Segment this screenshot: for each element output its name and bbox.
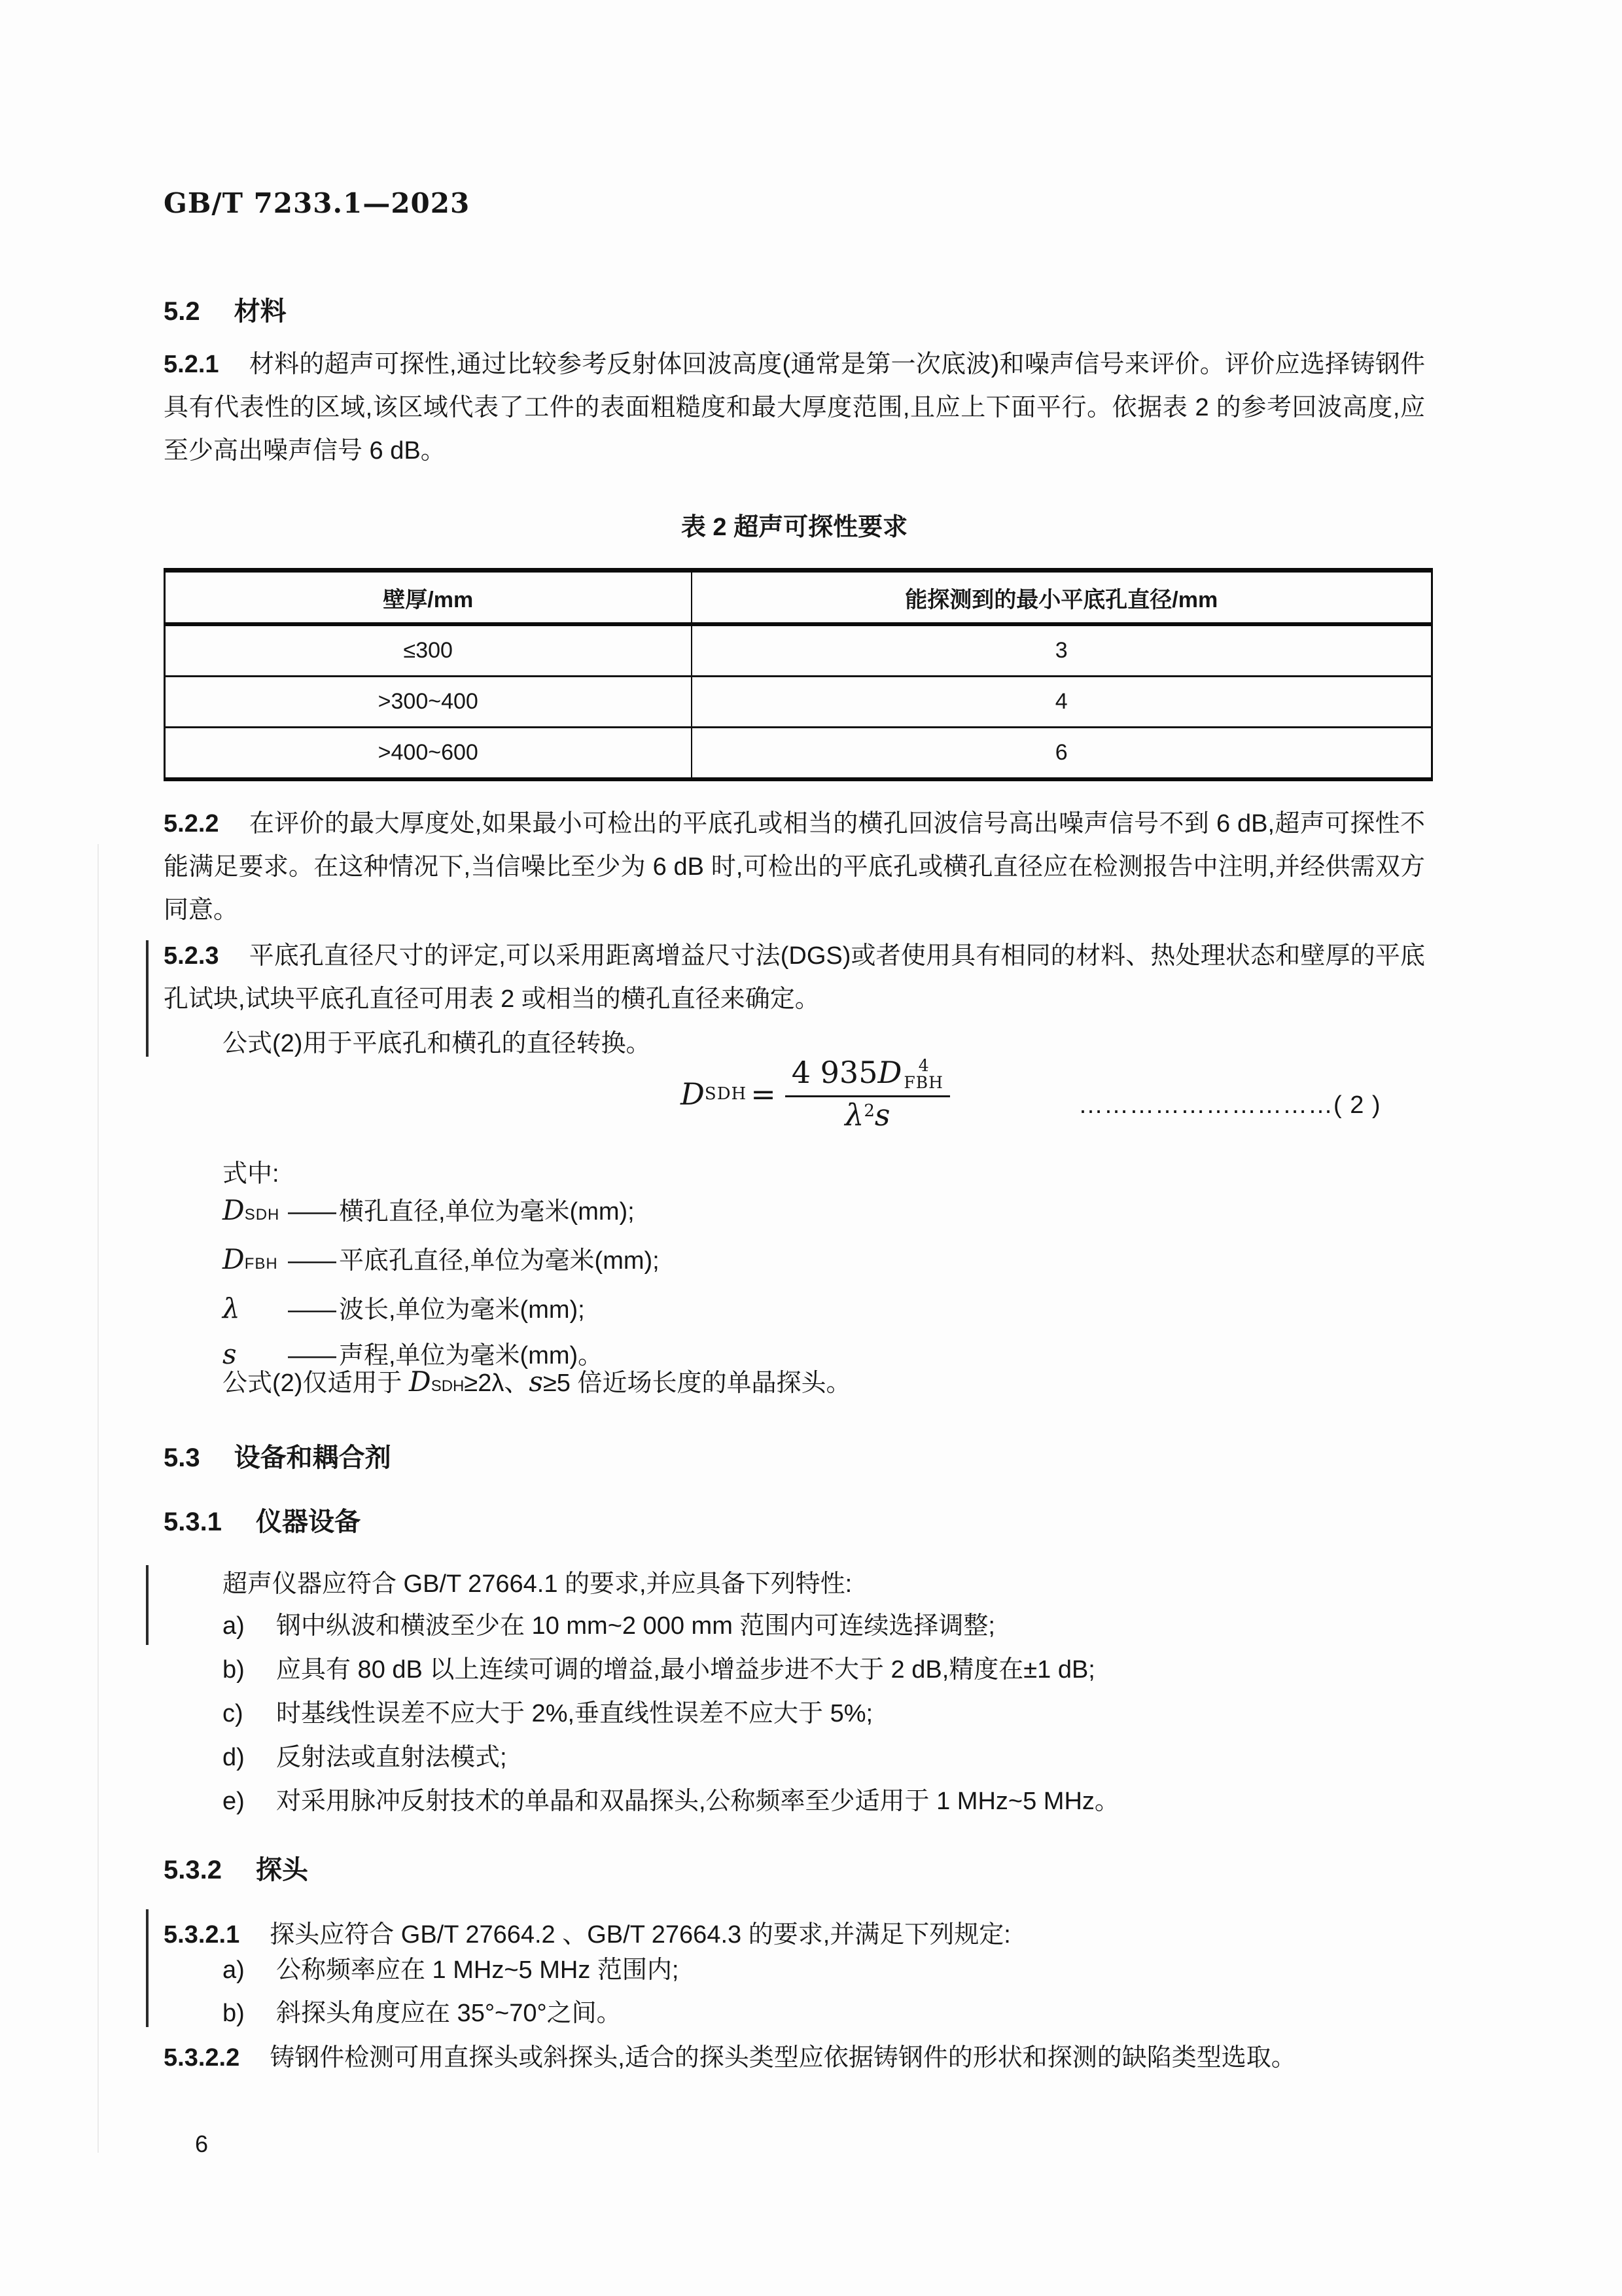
- section-title: 材料: [234, 297, 287, 326]
- definition-dfbh: [222, 1237, 1426, 1286]
- cell-thickness: >400~600: [378, 740, 478, 765]
- change-bar: [146, 1909, 149, 2027]
- col-header-min-fbh-diameter: 能探测到的最小平底孔直径/mm: [692, 571, 1432, 625]
- symbol-definitions: [222, 1188, 1426, 1378]
- instrument-feature-list: [164, 1604, 1425, 1824]
- list-item: [164, 1648, 1425, 1692]
- note-subscript: SDH: [431, 1377, 465, 1395]
- note-text: ≥2λ、: [464, 1369, 529, 1397]
- definition-dash: ——: [288, 1296, 335, 1324]
- list-item: [164, 1604, 1425, 1648]
- section-title: 探头: [255, 1856, 308, 1884]
- list-item-text: 对采用脉冲反射技术的单晶和双晶探头,公称频率至少适用于 1 MHz~5 MHz。: [276, 1788, 1120, 1815]
- note-text: ≥5 倍近场长度的单晶探头。: [542, 1369, 851, 1397]
- clause-number: 5.2.2: [164, 810, 219, 838]
- list-item-text: 斜探头角度应在 35°~70°之间。: [276, 2000, 622, 2027]
- page-number: 6: [195, 2130, 209, 2157]
- definition-dash: ——: [288, 1198, 335, 1226]
- definition-dsdh: [222, 1188, 1426, 1237]
- formula-lhs-variable: D: [680, 1076, 705, 1112]
- clause-text: 平底孔直径尺寸的评定,可以采用距离增益尺寸法(DGS)或者使用具有相同的材料、热处理状态和壁厚的平底孔试块,试块平底孔直径可用表 2 或相当的横孔直径来确定。: [164, 942, 1425, 1013]
- definition-text: 横孔直径,单位为毫米(mm);: [339, 1198, 635, 1226]
- denominator-superscript: 2: [864, 1101, 875, 1121]
- list-item-letter: a): [222, 1612, 245, 1640]
- change-bar: [146, 1565, 149, 1645]
- table-row: [165, 728, 1432, 780]
- formula-2: [680, 1055, 950, 1133]
- note-variable: D: [409, 1366, 431, 1398]
- numerator-variable: D: [877, 1055, 902, 1090]
- symbol: λ: [222, 1292, 240, 1324]
- list-item: [164, 1692, 1425, 1736]
- list-item: [164, 1780, 1425, 1824]
- symbol-subscript: SDH: [244, 1206, 280, 1224]
- clause-5-2-3: [164, 934, 1425, 1021]
- clause-5-2-1: [164, 343, 1425, 472]
- formula-intro: 公式(2)用于平底孔和横孔的直径转换。: [222, 1030, 651, 1057]
- section-number: 5.3.1: [164, 1508, 222, 1536]
- section-heading-5-3-1: [164, 1501, 1426, 1538]
- col-header-wall-thickness: 壁厚/mm: [165, 571, 692, 625]
- clause-text: 在评价的最大厚度处,如果最小可检出的平底孔或相当的横孔回波信号高出噪声信号不到 6 dB,超声可探性不能满足要求。在这种情况下,当信噪比至少为 6 dB 时,可检出的平底孔或横孔直径应在检测报告中注明,并经供需双方同意。: [164, 810, 1425, 924]
- section-number: 5.2: [164, 297, 200, 326]
- list-item-letter: d): [222, 1744, 245, 1771]
- formula-applicability-note: [222, 1362, 1426, 1398]
- list-item-text: 钢中纵波和横波至少在 10 mm~2 000 mm 范围内可连续选择调整;: [276, 1612, 995, 1640]
- cell-thickness: >300~400: [165, 677, 692, 728]
- fraction-numerator: [785, 1055, 950, 1097]
- clause-number: 5.3.2.1: [164, 1921, 240, 1949]
- definition-text: 平底孔直径,单位为毫米(mm);: [339, 1247, 660, 1275]
- list-item-letter: b): [222, 2000, 245, 2027]
- denominator-lambda: λ: [845, 1097, 864, 1133]
- numerator-superscript: 4: [918, 1056, 929, 1075]
- table-row: [165, 677, 1432, 728]
- symbol-subscript: FBH: [244, 1255, 278, 1273]
- list-item-text: 应具有 80 dB 以上连续可调的增益,最小增益步进不大于 2 dB,精度在±1 dB;: [276, 1656, 1095, 1684]
- clause-5-2-2: [164, 802, 1425, 932]
- detectability-table: [164, 568, 1433, 781]
- note-text: 公式(2)仅适用于: [222, 1369, 410, 1397]
- clause-5-3-2-2: [164, 2036, 1425, 2079]
- definition-dash: ——: [288, 1247, 335, 1275]
- clause-text: 材料的超声可探性,通过比较参考反射体回波高度(通常是第一次底波)和噪声信号来评价。评价应选择铸钢件具有代表性的区域,该区域代表了工件的表面粗糙度和最大厚度范围,且应上下面平行。依据表 2 的参考回波高度,应至少高出噪声信号 6 dB。: [164, 351, 1425, 465]
- definition-dash: ——: [288, 1342, 335, 1369]
- section-number: 5.3: [164, 1443, 200, 1472]
- cell-thickness: ≤300: [165, 624, 692, 677]
- list-item-letter: e): [222, 1788, 245, 1815]
- list-item-letter: a): [222, 1956, 245, 1984]
- where-label: 式中:: [222, 1160, 279, 1188]
- symbol: D: [222, 1194, 245, 1226]
- equals-sign: =: [750, 1076, 776, 1112]
- clause-text: 探头应符合 GB/T 27664.2 、GB/T 27664.3 的要求,并满足下列规定:: [270, 1921, 1011, 1949]
- cell-diameter: 4: [692, 677, 1432, 728]
- list-item: [164, 1949, 1425, 1992]
- symbol: s: [222, 1338, 237, 1370]
- standard-number-header: GB/T 7233.1—2023: [164, 187, 470, 219]
- definition-lambda: [222, 1286, 1426, 1332]
- formula-fraction: [785, 1055, 950, 1133]
- section-title: 仪器设备: [255, 1508, 361, 1536]
- denominator-s: s: [874, 1097, 890, 1133]
- section-heading-5-3: [164, 1437, 1426, 1474]
- section-heading-5-3-2: [164, 1849, 1426, 1886]
- list-item: [164, 1736, 1425, 1780]
- list-item-text: 公称频率应在 1 MHz~5 MHz 范围内;: [276, 1956, 679, 1984]
- fraction-denominator: [845, 1093, 890, 1133]
- definition-text: 声程,单位为毫米(mm)。: [339, 1342, 603, 1369]
- clause-number: 5.2.1: [164, 351, 219, 378]
- scan-gutter-line: [97, 844, 99, 2153]
- clause-number: 5.2.3: [164, 942, 219, 970]
- numerator-coefficient: 4 935: [791, 1055, 878, 1090]
- list-item-text: 时基线性误差不应大于 2%,垂直线性误差不应大于 5%;: [276, 1700, 873, 1727]
- clause-text: 铸钢件检测可用直探头或斜探头,适合的探头类型应依据铸钢件的形状和探测的缺陷类型选取。: [270, 2044, 1296, 2072]
- instrument-intro: 超声仪器应符合 GB/T 27664.1 的要求,并应具备下列特性:: [222, 1570, 853, 1598]
- numerator-subscript: FBH: [904, 1073, 943, 1093]
- section-title: 设备和耦合剂: [234, 1443, 391, 1472]
- table-row: [165, 624, 1432, 677]
- note-variable: s: [529, 1366, 543, 1398]
- change-bar: [146, 940, 149, 1057]
- list-item: [164, 1992, 1425, 2035]
- symbol: D: [222, 1243, 245, 1275]
- table-caption: 表 2 超声可探性要求: [680, 514, 908, 541]
- clause-number: 5.3.2.2: [164, 2044, 240, 2072]
- cell-diameter: 6: [692, 728, 1432, 780]
- formula-leader-dots-and-number: …………………………( 2 ): [1078, 1091, 1381, 1119]
- list-item-letter: c): [222, 1700, 243, 1727]
- cell-diameter: 3: [692, 624, 1432, 677]
- list-item-letter: b): [222, 1656, 245, 1684]
- definition-text: 波长,单位为毫米(mm);: [339, 1296, 585, 1324]
- probe-requirement-list: [164, 1949, 1425, 2035]
- section-number: 5.3.2: [164, 1856, 222, 1884]
- section-heading-5-2: [164, 291, 1426, 328]
- formula-lhs-subscript: SDH: [704, 1084, 747, 1104]
- table-header-row: [165, 571, 1432, 625]
- list-item-text: 反射法或直射法模式;: [276, 1744, 507, 1771]
